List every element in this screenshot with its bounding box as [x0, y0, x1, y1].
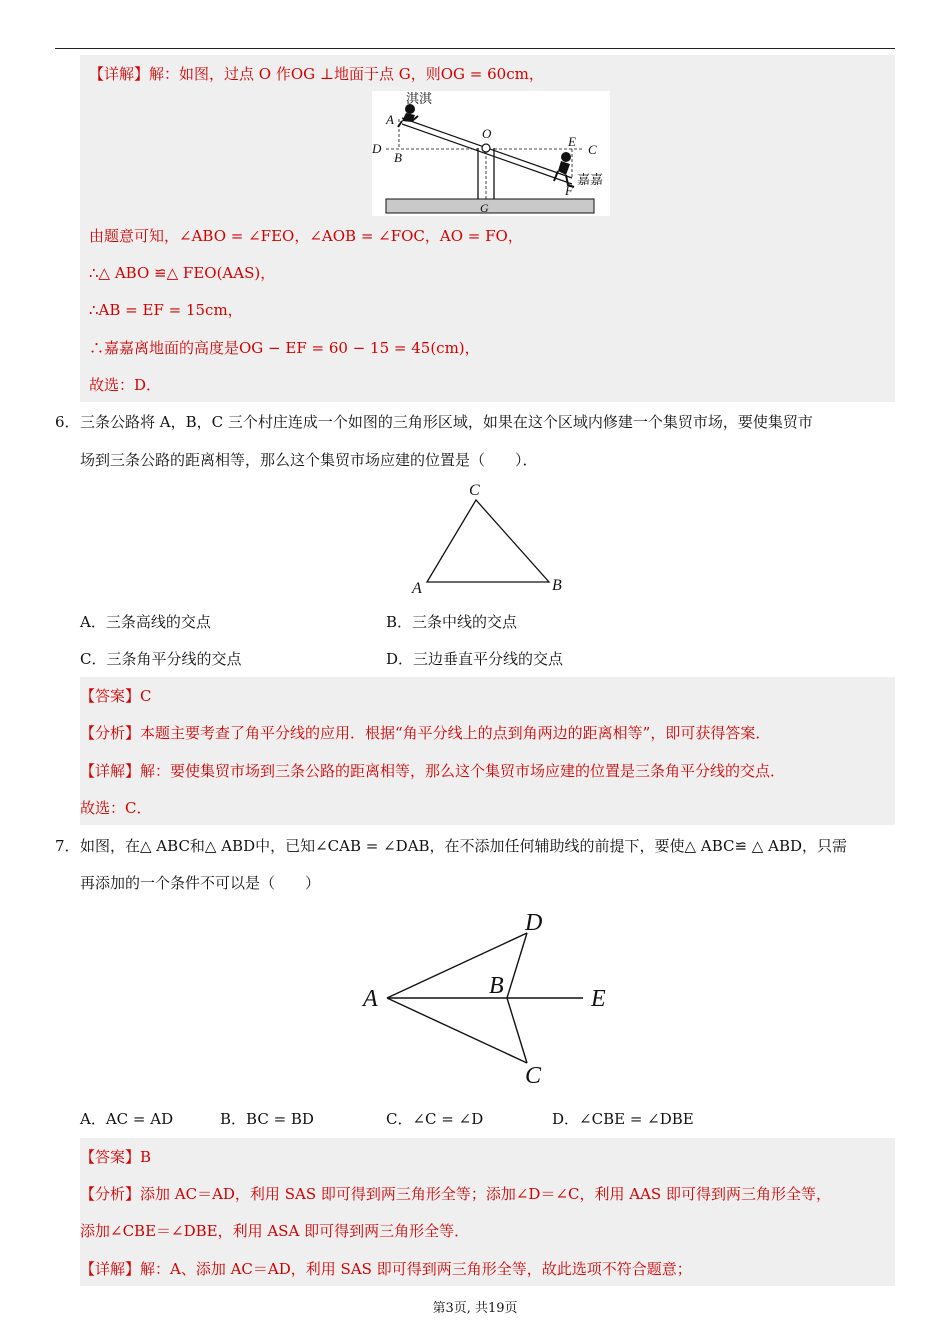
seesaw-label-C: C — [588, 142, 597, 157]
seesaw-name-top: 淇淇 — [406, 91, 433, 106]
tri-label-A: A — [412, 580, 422, 597]
arrow-label-D: D — [525, 910, 543, 936]
q7-analysis-line1: 【分析】添加 AC＝AD，利用 SAS 即可得到两三角形全等；添加∠D＝∠C，利用 AAS 即可得到两三角形全等， — [80, 1185, 831, 1203]
q6-detail: 【详解】解：要使集贸市场到三条公路的距离相等，那么这个集贸市场应建的位置是三条角平分线的交点． — [80, 762, 786, 780]
q6-option-d[interactable]: D．三边垂直平分线的交点 — [386, 650, 564, 668]
q6-option-c[interactable]: C．三条角平分线的交点 — [80, 650, 242, 668]
seesaw-name-bottom: 嘉嘉 — [577, 172, 604, 187]
seesaw-label-B: B — [394, 150, 402, 165]
q7-option-b[interactable]: B．BC = BD — [220, 1110, 314, 1128]
q5-line3: ∴AB = EF = 15cm， — [89, 301, 243, 319]
q6-option-a[interactable]: A．三条高线的交点 — [80, 613, 211, 631]
seesaw-label-F: F — [565, 183, 573, 198]
q5-line5: 故选：D． — [89, 376, 162, 394]
arrow-abd-figure — [355, 905, 625, 1090]
header-rule — [55, 48, 895, 49]
q6-choose: 故选：C． — [80, 799, 152, 817]
arrow-label-C: C — [525, 1063, 542, 1089]
page-footer: 第3页, 共19页 — [432, 1301, 518, 1316]
q6-analysis: 【分析】本题主要考查了角平分线的应用．根据“角平分线上的点到角两边的距离相等”，即可获得答案． — [80, 724, 771, 742]
seesaw-label-O: O — [482, 126, 492, 141]
q7-number: 7． — [55, 837, 80, 855]
q6-stem-line2: 场到三条公路的距离相等，那么这个集贸市场应建的位置是（ ）． — [80, 451, 538, 469]
q7-option-c[interactable]: C．∠C = ∠D — [386, 1110, 484, 1128]
arrow-label-A: A — [363, 986, 378, 1012]
q6-number: 6． — [55, 413, 80, 431]
tri-label-C: C — [469, 482, 480, 499]
seesaw-label-D: D — [372, 141, 382, 156]
q7-stem-line1: 如图，在△ ABC和△ ABD中，已知∠CAB = ∠DAB，在不添加任何辅助线的前提下，要使△ ABC≌ △ ABD，只需 — [80, 837, 847, 855]
q7-detail: 【详解】解：A、添加 AC＝AD，利用 SAS 即可得到两三角形全等，故此选项不符合题意； — [80, 1260, 692, 1278]
q6-solution-box — [80, 677, 895, 825]
arrow-label-B: B — [489, 973, 504, 999]
q5-line1: 由题意可知，∠ABO = ∠FEO，∠AOB = ∠FOC，AO = FO， — [89, 227, 523, 245]
q7-analysis-line2: 添加∠CBE＝∠DBE，利用 ASA 即可得到两三角形全等． — [80, 1222, 470, 1240]
q7-option-d[interactable]: D．∠CBE = ∠DBE — [552, 1110, 694, 1128]
q5-line4: ∴嘉嘉离地面的高度是OG − EF = 60 − 15 = 45(cm)， — [89, 339, 480, 357]
q7-answer: 【答案】B — [80, 1148, 152, 1166]
q6-option-b[interactable]: B．三条中线的交点 — [386, 613, 518, 631]
seesaw-label-A: A — [386, 112, 394, 127]
q6-answer: 【答案】C — [80, 687, 152, 705]
q7-stem-line2: 再添加的一个条件不可以是（ ） — [80, 874, 321, 892]
q5-line2: ∴△ ABO ≌△ FEO(AAS)， — [89, 264, 276, 282]
tri-label-B: B — [552, 577, 562, 594]
seesaw-label-G: G — [480, 201, 489, 215]
q6-stem-line1: 三条公路将 A，B，C 三个村庄连成一个如图的三角形区域，如果在这个区域内修建一个集贸市场，要使集贸市 — [80, 413, 813, 431]
arrow-label-E: E — [591, 986, 606, 1012]
q7-option-a[interactable]: A．AC = AD — [80, 1110, 174, 1128]
q5-detail: 【详解】解：如图，过点 O 作OG ⊥地面于点 G，则OG = 60cm， — [89, 65, 544, 83]
triangle-abc-figure — [405, 476, 575, 601]
seesaw-figure — [372, 91, 610, 216]
seesaw-label-E: E — [568, 134, 576, 149]
